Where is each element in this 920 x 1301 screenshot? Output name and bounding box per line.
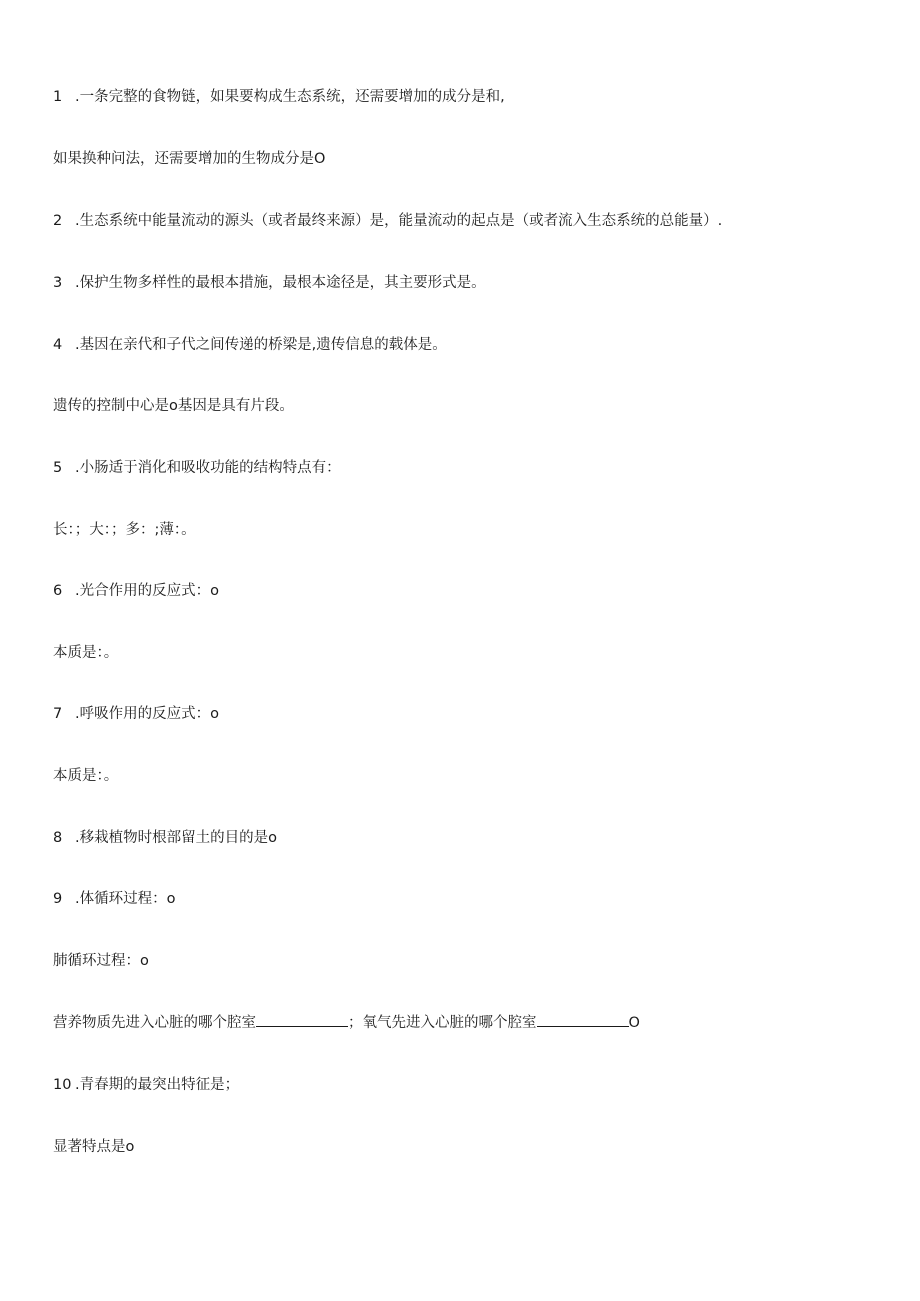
question-text: O [628,1015,640,1031]
question-number: 1 [53,89,63,105]
question-text: 显著特点是o [53,1139,135,1155]
question-text: 遗传的控制中心是o基因是具有片段。 [53,398,294,414]
question-text: 本质是：。 [53,768,119,784]
question-2-line-1 [53,211,722,231]
question-10-line-1 [53,1075,239,1095]
question-text: 长：；大：；多：;薄：。 [53,522,196,538]
question-7-line-2 [53,766,118,786]
question-number: 10 [53,1077,72,1093]
question-text: 如果换种问法，还需要增加的生物成分是O [53,151,326,167]
question-1-line-1 [53,87,505,107]
question-number: 9 [53,891,63,907]
question-text: .一条完整的食物链，如果要构成生态系统，还需要增加的成分是和, [75,89,505,105]
question-number: 6 [53,583,63,599]
question-text: .移栽植物时根部留土的目的是o [75,830,277,846]
question-3-line-1 [53,273,486,293]
question-text: .体循环过程：o [75,891,176,907]
question-number: 4 [53,337,63,353]
question-text: .基因在亲代和子代之间传递的桥梁是,遗传信息的载体是。 [75,337,447,353]
answer-blank[interactable] [256,1014,348,1027]
question-text: .青春期的最突出特征是； [75,1077,240,1093]
question-text: 肺循环过程：o [53,953,149,969]
question-9-line-2 [53,951,149,971]
question-number: 7 [53,706,63,722]
question-text: .保护生物多样性的最根本措施，最根本途径是，其主要形式是。 [75,275,486,291]
question-number: 8 [53,830,63,846]
question-5-line-2 [53,520,196,540]
question-6-line-2 [53,643,118,663]
question-4-line-2 [53,396,294,416]
question-5-line-1 [53,458,341,478]
question-10-line-2 [53,1137,134,1157]
question-7-line-1 [53,704,219,724]
answer-blank[interactable] [537,1014,629,1027]
question-number: 2 [53,213,63,229]
question-1-line-2 [53,149,325,169]
question-text: 本质是：。 [53,645,119,661]
question-text: ；氧气先进入心脏的哪个腔室 [348,1015,537,1031]
question-text: .光合作用的反应式：o [75,583,219,599]
question-9-line-1 [53,889,175,909]
question-text: .小肠适于消化和吸收功能的结构特点有： [75,460,341,476]
question-text: .呼吸作用的反应式：o [75,706,219,722]
question-text: 营养物质先进入心脏的哪个腔室 [53,1015,256,1031]
question-8-line-1 [53,828,277,848]
question-4-line-1 [53,335,447,355]
question-number: 5 [53,460,63,476]
question-number: 3 [53,275,63,291]
question-6-line-1 [53,581,219,601]
question-text: .生态系统中能量流动的源头（或者最终来源）是，能量流动的起点是（或者流入生态系统的总能量）. [75,213,723,229]
question-9-line-3 [53,1013,640,1033]
